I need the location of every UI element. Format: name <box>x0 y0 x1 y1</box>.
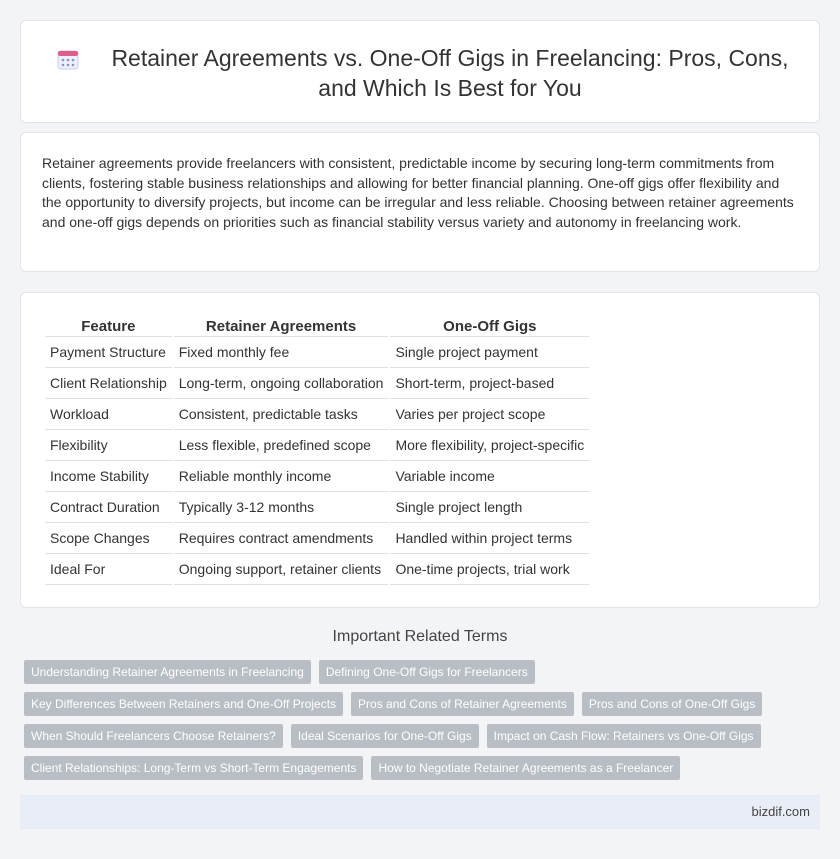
table-cell: Single project payment <box>390 337 589 368</box>
footer-site-link[interactable]: bizdif.com <box>751 804 810 819</box>
related-terms-tags <box>24 660 804 788</box>
page-title-wrap <box>21 43 819 103</box>
table-row <box>45 399 589 430</box>
table-cell: Consistent, predictable tasks <box>174 399 389 430</box>
table-cell: Reliable monthly income <box>174 461 389 492</box>
related-term-tag[interactable]: Ideal Scenarios for One-Off Gigs <box>291 724 479 748</box>
related-term-tag[interactable]: Defining One-Off Gigs for Freelancers <box>319 660 535 684</box>
table-row <box>45 337 589 368</box>
summary-text: Retainer agreements provide freelancers with consistent, predictable income by securing long-term commitments from clients, fostering stable business relationships and allowing for better financial planning. One-off gigs offer flexibility and the opportunity to diversify projects, but income can be irregular and less reliable. Choosing between retainer agreements and one-off gigs depends on priorities such as financial stability versus variety and autonomy in freelancing work. <box>42 155 794 230</box>
comparison-table <box>43 315 591 585</box>
related-term-tag[interactable]: Understanding Retainer Agreements in Freelancing <box>24 660 311 684</box>
related-term-tag[interactable]: Key Differences Between Retainers and One-Off Projects <box>24 692 343 716</box>
table-row <box>45 430 589 461</box>
related-term-tag[interactable]: Pros and Cons of Retainer Agreements <box>351 692 574 716</box>
table-row <box>45 554 589 585</box>
table-cell: More flexibility, project-specific <box>390 430 589 461</box>
table-cell: Income Stability <box>45 461 172 492</box>
table-cell: Client Relationship <box>45 368 172 399</box>
table-row <box>45 461 589 492</box>
related-term-tag[interactable]: Client Relationships: Long-Term vs Short-Term Engagements <box>24 756 363 780</box>
table-cell: Variable income <box>390 461 589 492</box>
table-cell: Single project length <box>390 492 589 523</box>
table-cell: Long-term, ongoing collaboration <box>174 368 389 399</box>
table-row <box>45 523 589 554</box>
table-cell: Fixed monthly fee <box>174 337 389 368</box>
table-cell: Handled within project terms <box>390 523 589 554</box>
table-cell: One-time projects, trial work <box>390 554 589 585</box>
related-term-tag[interactable]: How to Negotiate Retainer Agreements as a Freelancer <box>371 756 680 780</box>
tag-row <box>24 692 804 716</box>
table-cell: Ongoing support, retainer clients <box>174 554 389 585</box>
table-cell: Varies per project scope <box>390 399 589 430</box>
related-term-tag[interactable]: Pros and Cons of One-Off Gigs <box>582 692 763 716</box>
header-retainer: Retainer Agreements <box>174 315 389 337</box>
table-cell: Payment Structure <box>45 337 172 368</box>
tag-row <box>24 756 804 780</box>
table-cell: Less flexible, predefined scope <box>174 430 389 461</box>
footer <box>20 795 820 829</box>
related-term-tag[interactable]: When Should Freelancers Choose Retainers? <box>24 724 283 748</box>
table-cell: Flexibility <box>45 430 172 461</box>
table-cell: Contract Duration <box>45 492 172 523</box>
table-cell: Workload <box>45 399 172 430</box>
header-one-off: One-Off Gigs <box>390 315 589 337</box>
page-title: Retainer Agreements vs. One-Off Gigs in Freelancing: Pros, Cons, and Which Is Best for You <box>111 45 789 101</box>
table-cell: Scope Changes <box>45 523 172 554</box>
table-cell: Requires contract amendments <box>174 523 389 554</box>
comparison-card <box>20 292 820 608</box>
table-row <box>45 492 589 523</box>
header-feature: Feature <box>45 315 172 337</box>
related-terms-heading: Important Related Terms <box>332 628 508 645</box>
table-cell: Ideal For <box>45 554 172 585</box>
title-card <box>20 20 820 123</box>
tag-row <box>24 660 804 684</box>
table-cell: Short-term, project-based <box>390 368 589 399</box>
summary-card <box>20 132 820 272</box>
related-term-tag[interactable]: Impact on Cash Flow: Retainers vs One-Off Gigs <box>487 724 761 748</box>
tag-row <box>24 724 804 748</box>
table-row <box>45 368 589 399</box>
table-header-row <box>45 315 589 337</box>
table-cell: Typically 3-12 months <box>174 492 389 523</box>
